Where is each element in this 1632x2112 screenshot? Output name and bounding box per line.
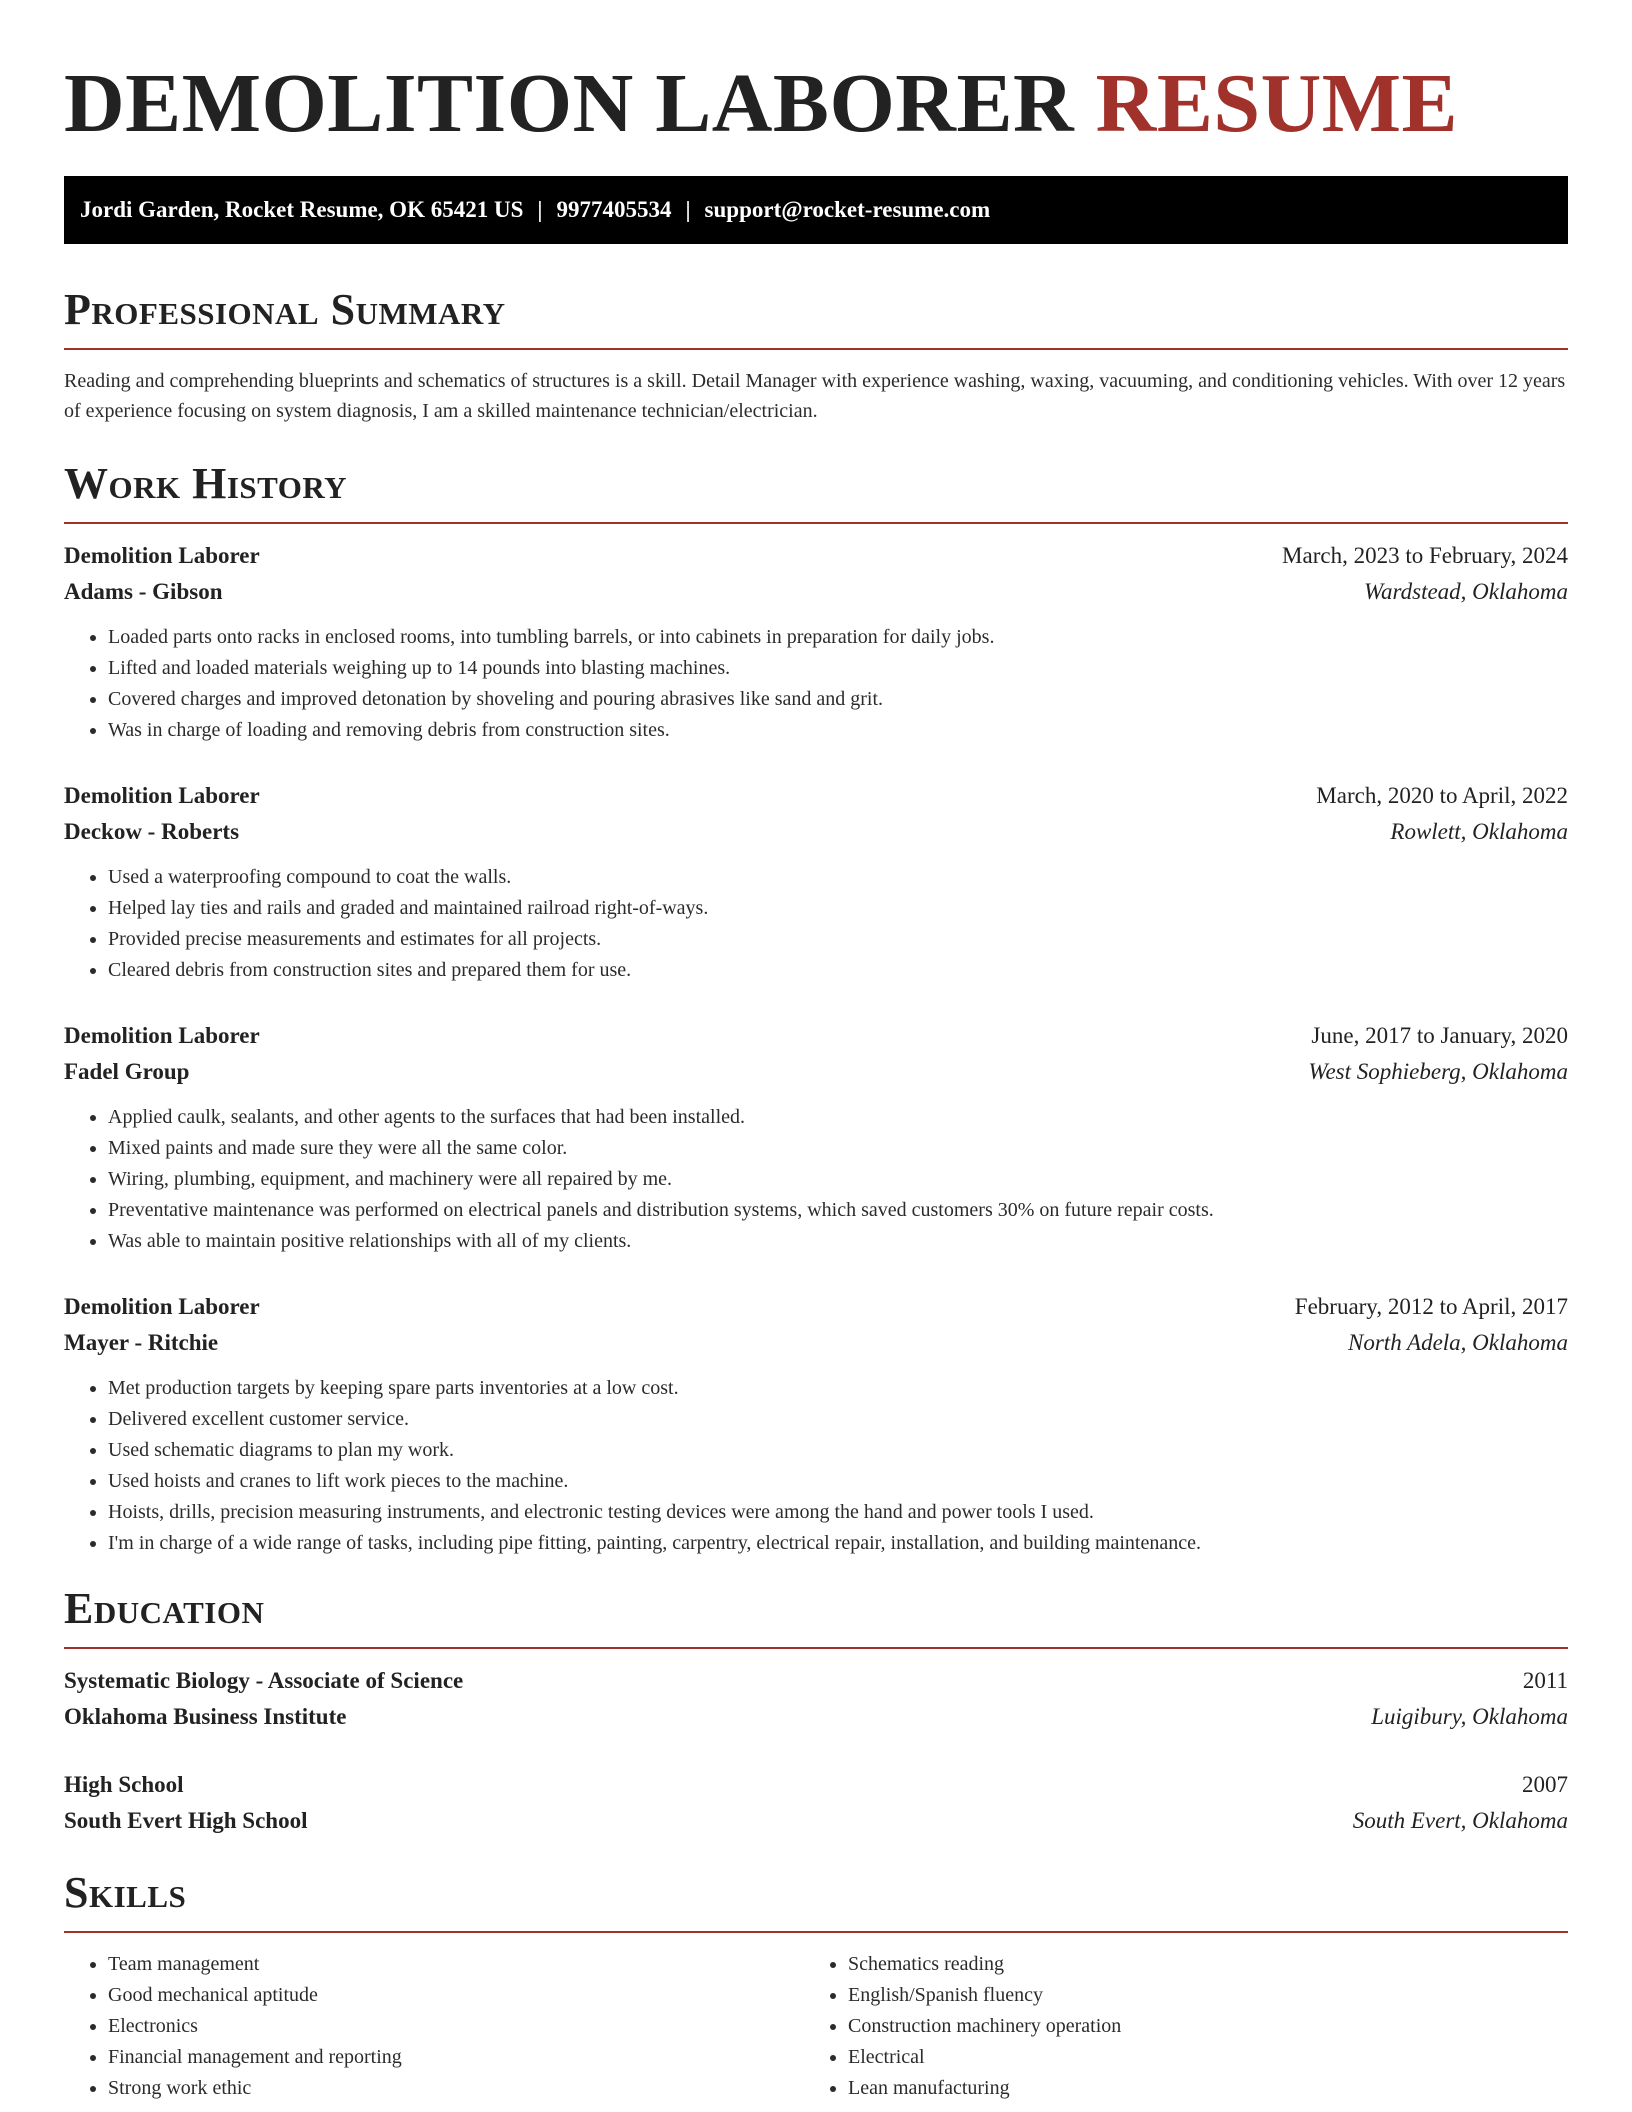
education-school-row: [64, 1699, 1568, 1735]
job-bullet: • Applied caulk, sealants, and other agents to the surfaces that had been installed.: [108, 1102, 1568, 1133]
summary-text: Reading and comprehending blueprints and schematics of structures is a skill. Detail Manager with experience washing, waxing, vacuuming, and conditioning vehicles. With over 12 years of experience focusing on system diagnosis, I am a skilled maintenance technician/electrician.: [64, 370, 1566, 422]
education-heading: Education: [64, 1584, 265, 1633]
job-dates: March, 2023 to February, 2024: [1282, 543, 1568, 568]
job-company: Mayer - Ritchie: [64, 1330, 219, 1355]
job-company-row: [64, 1054, 1568, 1090]
job-bullet: • Preventative maintenance was performed on electrical panels and distribution systems, which saved customers 30% on future repair costs.: [108, 1195, 1568, 1226]
job-bullet: • Was in charge of loading and removing debris from construction sites.: [108, 715, 1568, 746]
work-history-heading: Work History: [64, 459, 348, 508]
job-entry: [64, 778, 1568, 986]
title-main: DEMOLITION LABORER: [64, 57, 1075, 150]
job-bullet: • Was able to maintain positive relationships with all of my clients.: [108, 1226, 1568, 1257]
contact-phone: 9977405534: [556, 197, 672, 222]
job-bullet: • Helped lay ties and rails and graded and maintained railroad right-of-ways.: [108, 893, 1568, 924]
education-year: 2007: [1522, 1772, 1568, 1797]
skill-item: • Electronics: [108, 2011, 804, 2042]
job-bullets: [64, 1373, 1568, 1559]
education-degree: Systematic Biology - Associate of Science: [64, 1668, 464, 1693]
contact-separator: |: [685, 197, 691, 222]
job-title: Demolition Laborer: [64, 543, 260, 568]
education-location: Luigibury, Oklahoma: [1371, 1704, 1568, 1729]
contact-address: Jordi Garden, Rocket Resume, OK 65421 US: [80, 197, 524, 222]
job-title-row: [64, 538, 1568, 574]
resume-page: [64, 0, 1568, 2104]
job-entry: [64, 1018, 1568, 1257]
education-year: 2011: [1522, 1668, 1568, 1693]
job-company: Adams - Gibson: [64, 579, 223, 604]
job-location: West Sophieberg, Oklahoma: [1308, 1059, 1568, 1084]
skill-item: • Financial management and reporting: [108, 2042, 804, 2073]
job-bullet: • I'm in charge of a wide range of tasks, including pipe fitting, painting, carpentry, electrical repair, installation, and building maintenance.: [108, 1528, 1568, 1559]
job-bullets: [64, 622, 1568, 746]
summary-heading: Professional Summary: [64, 285, 506, 334]
summary-section: [64, 282, 1568, 426]
job-title-row: [64, 778, 1568, 814]
education-degree-row: [64, 1767, 1568, 1803]
contact-email: support@rocket-resume.com: [704, 197, 991, 222]
job-title-row: [64, 1289, 1568, 1325]
job-title: Demolition Laborer: [64, 1023, 260, 1048]
job-bullet: • Used a waterproofing compound to coat the walls.: [108, 862, 1568, 893]
job-title: Demolition Laborer: [64, 783, 260, 808]
skills-column-right: [804, 1949, 1544, 2104]
skills-section: [64, 1865, 1568, 2104]
section-divider: [64, 348, 1568, 350]
job-bullets: [64, 862, 1568, 986]
skills-list: [64, 1949, 1568, 2104]
education-school: Oklahoma Business Institute: [64, 1704, 347, 1729]
job-company-row: [64, 574, 1568, 610]
skill-item: • Electrical: [848, 2042, 1544, 2073]
job-dates: March, 2020 to April, 2022: [1316, 783, 1568, 808]
section-divider: [64, 1931, 1568, 1933]
job-location: North Adela, Oklahoma: [1348, 1330, 1568, 1355]
job-bullet: • Mixed paints and made sure they were all the same color.: [108, 1133, 1568, 1164]
job-entry: [64, 1289, 1568, 1559]
education-location: South Evert, Oklahoma: [1352, 1808, 1568, 1833]
skill-item: • Good mechanical aptitude: [108, 1980, 804, 2011]
education-school-row: [64, 1803, 1568, 1839]
job-dates: February, 2012 to April, 2017: [1294, 1294, 1568, 1319]
skill-item: • Strong work ethic: [108, 2073, 804, 2104]
education-entry: [64, 1767, 1568, 1839]
work-history-section: [64, 456, 1568, 1559]
education-school: South Evert High School: [64, 1808, 308, 1833]
job-dates: June, 2017 to January, 2020: [1311, 1023, 1568, 1048]
skill-item: • Construction machinery operation: [848, 2011, 1544, 2042]
job-company-row: [64, 814, 1568, 850]
job-bullet: • Provided precise measurements and estimates for all projects.: [108, 924, 1568, 955]
skill-item: • Schematics reading: [848, 1949, 1544, 1980]
skills-column-left: [64, 1949, 804, 2104]
job-company: Deckow - Roberts: [64, 819, 240, 844]
skills-heading: Skills: [64, 1868, 187, 1917]
job-entry: [64, 538, 1568, 746]
contact-bar: [64, 176, 1568, 244]
job-bullet: • Delivered excellent customer service.: [108, 1404, 1568, 1435]
skill-item: • Team management: [108, 1949, 804, 1980]
skill-item: • Lean manufacturing: [848, 2073, 1544, 2104]
job-bullet: • Used schematic diagrams to plan my work.: [108, 1435, 1568, 1466]
job-bullet: • Loaded parts onto racks in enclosed rooms, into tumbling barrels, or into cabinets in preparation for daily jobs.: [108, 622, 1568, 653]
skills-bullets: [64, 1949, 804, 2104]
contact-separator: |: [537, 197, 543, 222]
job-title-row: [64, 1018, 1568, 1054]
title-accent: RESUME: [1095, 57, 1459, 150]
job-bullet: • Wiring, plumbing, equipment, and machinery were all repaired by me.: [108, 1164, 1568, 1195]
job-company-row: [64, 1325, 1568, 1361]
skills-bullets: [804, 1949, 1544, 2104]
job-bullet: • Hoists, drills, precision measuring instruments, and electronic testing devices were among the hand and power tools I used.: [108, 1497, 1568, 1528]
job-bullet: • Cleared debris from construction sites and prepared them for use.: [108, 955, 1568, 986]
education-degree: High School: [64, 1772, 184, 1797]
skill-item: • English/Spanish fluency: [848, 1980, 1544, 2011]
job-bullets: [64, 1102, 1568, 1257]
job-location: Rowlett, Oklahoma: [1390, 819, 1568, 844]
resume-title: [64, 0, 1568, 154]
job-company: Fadel Group: [64, 1059, 190, 1084]
section-divider: [64, 1647, 1568, 1649]
job-bullet: • Covered charges and improved detonation by shoveling and pouring abrasives like sand and grit.: [108, 684, 1568, 715]
job-title: Demolition Laborer: [64, 1294, 260, 1319]
education-section: [64, 1581, 1568, 1839]
education-entry: [64, 1663, 1568, 1735]
job-bullet: • Met production targets by keeping spare parts inventories at a low cost.: [108, 1373, 1568, 1404]
job-bullet: • Used hoists and cranes to lift work pieces to the machine.: [108, 1466, 1568, 1497]
job-bullet: • Lifted and loaded materials weighing up to 14 pounds into blasting machines.: [108, 653, 1568, 684]
job-location: Wardstead, Oklahoma: [1363, 579, 1568, 604]
education-degree-row: [64, 1663, 1568, 1699]
section-divider: [64, 522, 1568, 524]
